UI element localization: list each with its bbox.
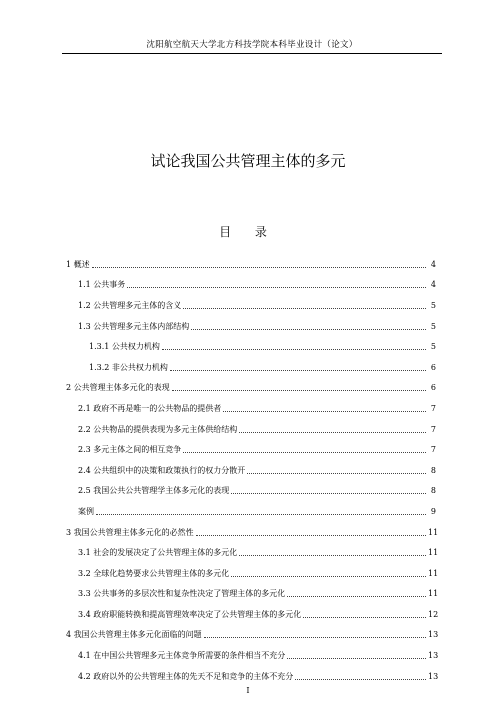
toc-entry-page: 7 (430, 445, 436, 455)
toc-leader-dots (295, 673, 426, 680)
toc-entry-label: 4 我国公共管理主体多元化面临的问题 (66, 630, 202, 640)
toc-entry[interactable] (66, 419, 436, 440)
toc-entry-page: 4 (430, 280, 436, 290)
toc-leader-dots (96, 508, 426, 515)
toc-leader-dots (247, 467, 426, 474)
toc-entry-page: 9 (430, 506, 436, 516)
page-number: I (246, 686, 250, 695)
toc-entry-page: 11 (428, 568, 439, 578)
toc-entry-label: 1.3.2 非公共权力机构 (89, 362, 168, 372)
toc-entry-label: 3.2 全球化趋势要求公共管理主体的多元化 (78, 568, 230, 578)
toc-entry[interactable] (66, 584, 439, 605)
toc-entry[interactable] (66, 563, 439, 584)
toc-heading: 目 录 (219, 225, 277, 239)
toc-entry-page: 8 (430, 486, 436, 496)
toc-entry-page: 5 (430, 321, 436, 331)
toc-entry[interactable] (66, 336, 436, 357)
toc-entry[interactable] (66, 357, 436, 378)
toc-entry-page: 11 (428, 548, 439, 558)
toc-entry-label: 1.1 公共事务 (78, 280, 126, 290)
toc-entry-label: 案例 (78, 506, 94, 516)
toc-entry-page: 11 (428, 527, 439, 537)
table-of-contents (66, 254, 439, 686)
toc-leader-dots (223, 405, 426, 412)
toc-leader-dots (287, 590, 426, 597)
toc-entry[interactable] (66, 625, 439, 646)
toc-entry[interactable] (66, 522, 439, 543)
toc-entry-label: 1.3.1 公共权力机构 (89, 342, 160, 352)
toc-entry[interactable] (66, 275, 436, 296)
toc-entry[interactable] (66, 604, 439, 625)
toc-leader-dots (231, 487, 426, 494)
toc-entry[interactable] (66, 398, 436, 419)
toc-entry[interactable] (66, 481, 436, 502)
toc-entry[interactable] (66, 295, 436, 316)
toc-entry-label: 2.4 公共组织中的决策和政策执行的权力分散开 (78, 465, 246, 475)
toc-entry-page: 5 (430, 342, 436, 352)
toc-entry[interactable] (66, 460, 436, 481)
toc-entry-page: 6 (430, 362, 436, 372)
toc-leader-dots (287, 652, 426, 659)
toc-entry-label: 2 公共管理主体多元化的表现 (66, 383, 170, 393)
toc-entry-page: 12 (428, 609, 439, 619)
toc-entry-page: 4 (430, 259, 436, 269)
toc-leader-dots (170, 364, 426, 371)
toc-entry-label: 2.5 我国公共公共管理学主体多元化的表现 (78, 486, 230, 496)
toc-leader-dots (231, 570, 426, 577)
toc-entry-label: 2.3 多元主体之间的相互竞争 (78, 445, 182, 455)
toc-entry-label: 4.1 在中国公共管理多元主体竞争所需要的条件相当不充分 (78, 651, 286, 661)
toc-entry-page: 7 (430, 403, 436, 413)
toc-entry-page: 13 (428, 630, 439, 640)
toc-entry-page: 13 (428, 651, 439, 661)
toc-leader-dots (239, 549, 426, 556)
toc-leader-dots (191, 323, 426, 330)
toc-leader-dots (239, 426, 426, 433)
header-rule (62, 53, 442, 54)
toc-leader-dots (204, 631, 426, 638)
toc-entry-label: 2.2 公共物品的提供表现为多元主体供给结构 (78, 424, 238, 434)
toc-leader-dots (127, 281, 426, 288)
toc-entry-page: 7 (430, 424, 436, 434)
toc-leader-dots (196, 529, 426, 536)
toc-entry[interactable] (66, 378, 436, 399)
toc-entry-page: 13 (428, 671, 439, 681)
toc-entry[interactable] (66, 501, 436, 522)
running-header: 沈阳航空航天大学北方科技学院本科毕业设计（论文） (146, 40, 358, 50)
toc-leader-dots (162, 343, 426, 350)
toc-entry-page: 11 (428, 589, 439, 599)
toc-entry[interactable] (66, 439, 436, 460)
toc-leader-dots (92, 261, 426, 268)
toc-entry-label: 3.1 社会的发展决定了公共管理主体的多元化 (78, 548, 238, 558)
document-title: 试论我国公共管理主体的多元 (150, 152, 346, 170)
toc-entry[interactable] (66, 542, 439, 563)
toc-entry[interactable] (66, 645, 439, 666)
toc-entry-page: 6 (430, 383, 436, 393)
toc-entry-label: 1.2 公共管理多元主体的含义 (78, 300, 182, 310)
toc-leader-dots (183, 446, 426, 453)
toc-entry-page: 5 (430, 300, 436, 310)
toc-entry-label: 3.4 政府职能转换和提高管理效率决定了公共管理主体的多元化 (78, 609, 302, 619)
toc-leader-dots (303, 611, 426, 618)
toc-entry[interactable] (66, 316, 436, 337)
toc-entry-page: 8 (430, 465, 436, 475)
toc-leader-dots (172, 384, 426, 391)
toc-entry-label: 1.3 公共管理多元主体内部结构 (78, 321, 190, 331)
toc-entry-label: 2.1 政府不再是唯一的公共物品的提供者 (78, 403, 222, 413)
toc-entry[interactable] (66, 666, 439, 687)
toc-entry-label: 4.2 政府以外的公共管理主体的先天不足和竞争的主体不充分 (78, 671, 294, 681)
toc-leader-dots (183, 302, 426, 309)
toc-entry[interactable] (66, 254, 436, 275)
toc-entry-label: 1 概述 (66, 259, 90, 269)
toc-entry-label: 3 我国公共管理主体多元化的必然性 (66, 527, 194, 537)
toc-entry-label: 3.3 公共事务的多层次性和复杂性决定了管理主体的多元化 (78, 589, 286, 599)
